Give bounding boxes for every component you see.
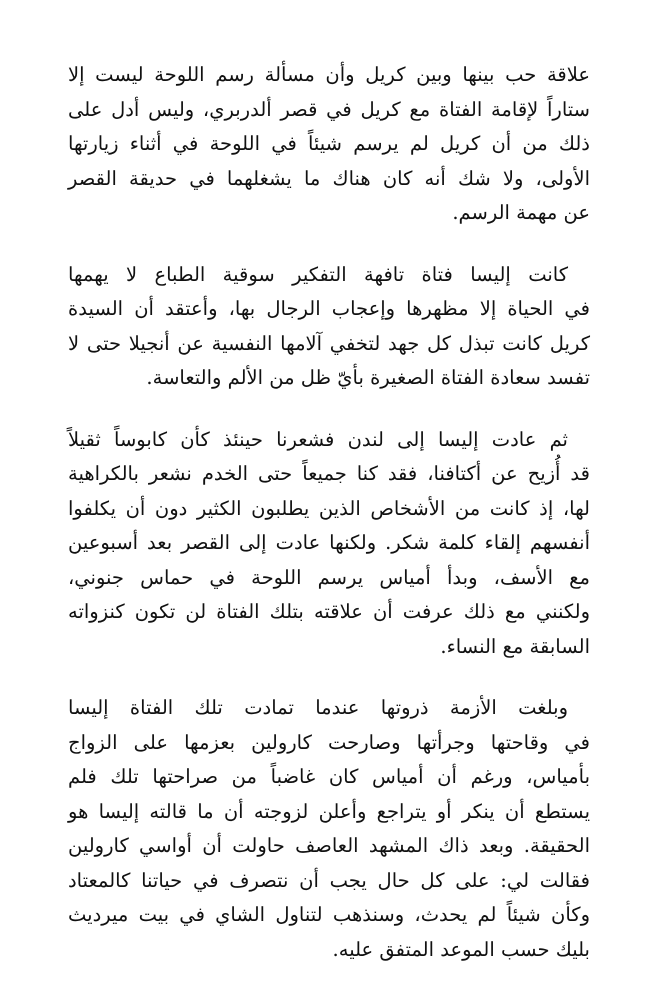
text-line: ولكنني مع ذلك عرفت أن علاقته بتلك الفتاة لن تكون كنزواته <box>68 600 590 623</box>
text-line: كريل كانت تبذل كل جهد لتخفي آلامها النفسية عن أنجيلا حتى لا <box>68 331 590 355</box>
text-line: وبلغت الأزمة ذروتها عندما تمادت تلك الفتاة إليسا <box>68 696 568 719</box>
text-line: الأولى، ولا شك أنه كان هناك ما يشغلهما في حديقة القصر <box>68 166 590 190</box>
text-line: مع الأسف، وبدأ أمياس يرسم اللوحة في حماس جنوني، <box>68 565 590 589</box>
paragraph-1 <box>68 58 590 231</box>
text-line: فقالت لي: على كل حال يجب أن نتصرف في حياتنا كالمعتاد <box>68 868 590 892</box>
text-line: كانت إليسا فتاة تافهة التفكير سوقية الطباع لا يهمها <box>68 262 568 286</box>
text-line: ذلك من أن كريل لم يرسم شيئاً في اللوحة في أثناء زيارتها <box>68 132 590 155</box>
text-line: بأمياس، ورغم أن أمياس كان غاضباً من صراحتها تلك فلم <box>68 765 590 788</box>
text-line: في وقاحتها وجرأتها وصارحت كارولين بعزمها على الزواج <box>68 730 590 754</box>
text-line: ثم عادت إليسا إلى لندن فشعرنا حينئذ كأن كابوساً ثقيلاً <box>68 427 568 451</box>
text-line: تفسد سعادة الفتاة الصغيرة بأيّ ظل من الألم والتعاسة. <box>146 366 590 389</box>
text-line: قد أُزيح عن أكتافنا، فقد كنا جميعاً حتى الخدم نشعر بالكراهية <box>68 462 590 485</box>
paragraph-4 <box>68 691 590 967</box>
text-line: يستطع أن ينكر أو يتراجع وأعلن لزوجته أن ما قالته إليسا هو <box>68 799 590 823</box>
paragraph-2 <box>68 258 590 396</box>
text-line: علاقة حب بينها وبين كريل وأن مسألة رسم اللوحة ليست إلا <box>68 63 590 86</box>
paragraph-3 <box>68 423 590 665</box>
text-line: السابقة مع النساء. <box>440 634 590 658</box>
text-line: عن مهمة الرسم. <box>452 201 590 224</box>
text-line: الحقيقة. وبعد ذاك المشهد العاصف حاولت أن أواسي كارولين <box>68 834 590 857</box>
text-line: لها، إذ كانت من الأشخاص الذين يطلبون الكثير دون أن يكلفوا <box>68 496 590 520</box>
book-page <box>68 58 590 994</box>
text-line: أنفسهم إلقاء كلمة شكر. ولكنها عادت إلى القصر بعد أسبوعين <box>68 531 590 554</box>
text-line: في الحياة إلا مظهرها وإعجاب الرجال بها، وأعتقد أن السيدة <box>68 297 590 320</box>
text-line: وكأن شيئاً لم يحدث، وسنذهب لتناول الشاي في بيت ميرديث <box>68 903 590 926</box>
text-line: ستاراً لإقامة الفتاة مع كريل في قصر ألدربري، وليس أدل على <box>68 97 590 121</box>
text-line: بليك حسب الموعد المتفق عليه. <box>332 937 590 961</box>
